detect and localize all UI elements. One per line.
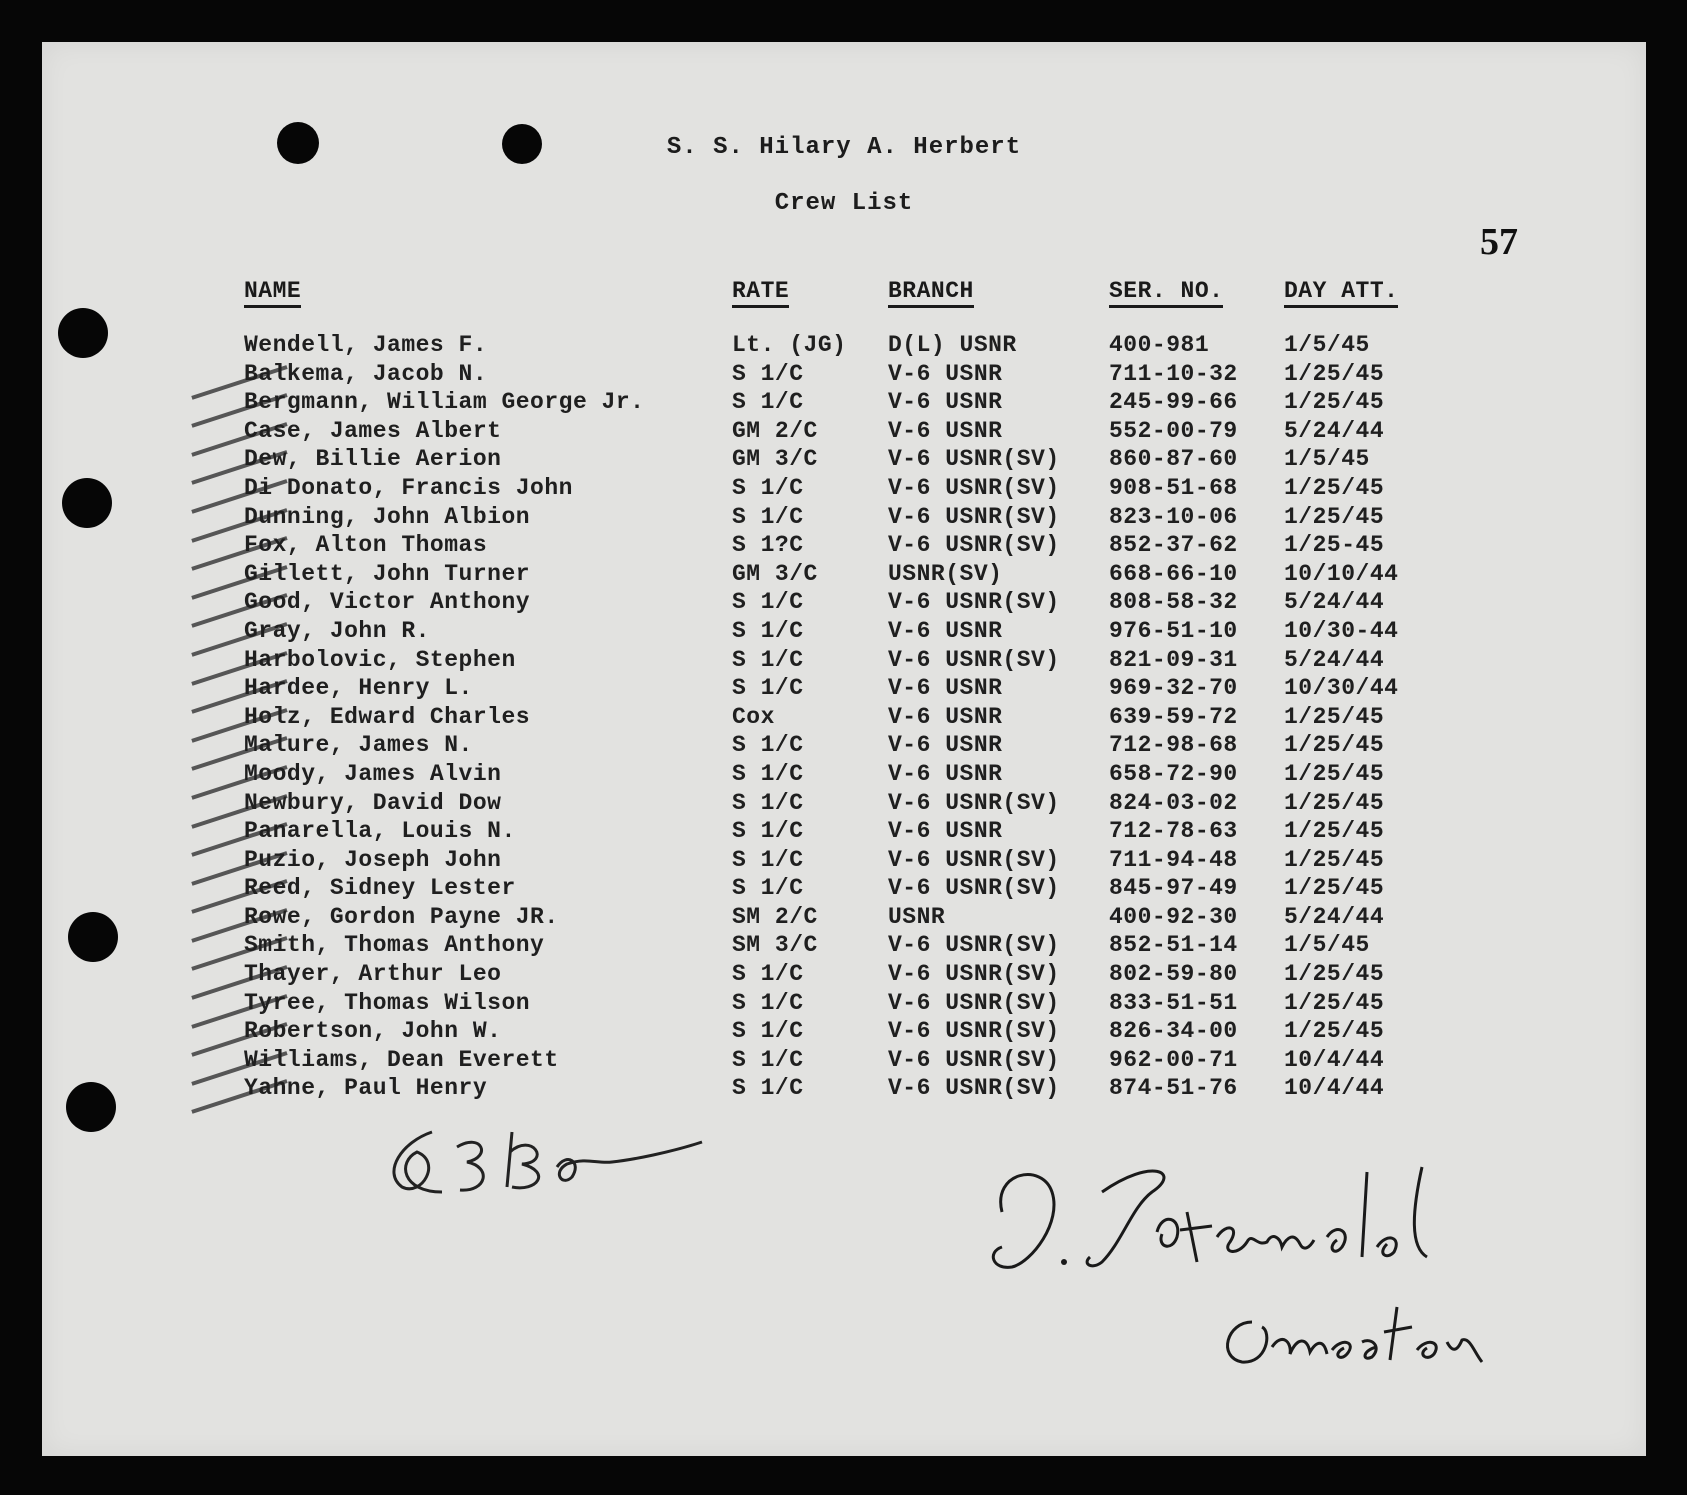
crew-day-att: 1/25/45 — [1284, 846, 1385, 873]
crew-name: Rowe, Gordon Payne JR. — [244, 903, 559, 930]
crew-name: Malure, James N. — [244, 732, 473, 759]
crew-branch: V-6 USNR — [888, 617, 1003, 644]
table-row — [42, 504, 1646, 533]
crew-rate: S 1/C — [732, 1075, 804, 1102]
crew-rate: S 1/C — [732, 818, 804, 845]
column-header-day-att: DAY ATT. — [1284, 278, 1398, 308]
crew-branch: V-6 USNR(SV) — [888, 1046, 1060, 1073]
crew-day-att: 1/25-45 — [1284, 532, 1385, 559]
crew-day-att: 1/25/45 — [1284, 818, 1385, 845]
crew-ser-no: 823-10-06 — [1109, 503, 1238, 530]
crew-branch: V-6 USNR — [888, 703, 1003, 730]
column-header-rate: RATE — [732, 278, 789, 308]
crew-rate: SM 3/C — [732, 932, 818, 959]
crew-branch: V-6 USNR(SV) — [888, 646, 1060, 673]
crew-day-att: 1/25/45 — [1284, 1018, 1385, 1045]
table-row — [42, 418, 1646, 447]
crew-ser-no: 976-51-10 — [1109, 617, 1238, 644]
table-row — [42, 389, 1646, 418]
crew-day-att: 1/5/45 — [1284, 446, 1370, 473]
crew-day-att: 1/25/45 — [1284, 961, 1385, 988]
crew-day-att: 10/4/44 — [1284, 1075, 1385, 1102]
crew-rate: S 1/C — [732, 760, 804, 787]
crew-rate: S 1/C — [732, 846, 804, 873]
table-row — [42, 647, 1646, 676]
crew-rate: S 1/C — [732, 389, 804, 416]
crew-ser-no: 711-10-32 — [1109, 360, 1238, 387]
crew-ser-no: 245-99-66 — [1109, 389, 1238, 416]
crew-name: Puzio, Joseph John — [244, 846, 502, 873]
table-row — [42, 332, 1646, 361]
crew-ser-no: 852-37-62 — [1109, 532, 1238, 559]
crew-name: Newbury, David Dow — [244, 789, 502, 816]
table-row — [42, 875, 1646, 904]
table-row — [42, 761, 1646, 790]
crew-name: Di Donato, Francis John — [244, 474, 573, 501]
crew-day-att: 10/4/44 — [1284, 1046, 1385, 1073]
crew-rate: S 1?C — [732, 532, 804, 559]
crew-branch: V-6 USNR(SV) — [888, 961, 1060, 988]
column-header-branch: BRANCH — [888, 278, 974, 308]
crew-ser-no: 852-51-14 — [1109, 932, 1238, 959]
crew-branch: V-6 USNR — [888, 675, 1003, 702]
crew-branch: V-6 USNR — [888, 389, 1003, 416]
table-row — [42, 1075, 1646, 1104]
crew-ser-no: 802-59-80 — [1109, 961, 1238, 988]
document-page — [42, 42, 1646, 1456]
crew-name: Reed, Sidney Lester — [244, 875, 516, 902]
crew-table — [42, 332, 1646, 1104]
crew-name: Case, James Albert — [244, 417, 502, 444]
table-row — [42, 1018, 1646, 1047]
crew-ser-no: 400-981 — [1109, 332, 1210, 358]
crew-rate: S 1/C — [732, 789, 804, 816]
crew-rate: S 1/C — [732, 732, 804, 759]
crew-ser-no: 552-00-79 — [1109, 417, 1238, 444]
crew-rate: S 1/C — [732, 503, 804, 530]
table-row — [42, 561, 1646, 590]
column-header-name: NAME — [244, 278, 301, 308]
crew-day-att: 5/24/44 — [1284, 417, 1385, 444]
crew-day-att: 1/25/45 — [1284, 703, 1385, 730]
table-row — [42, 790, 1646, 819]
crew-branch: V-6 USNR(SV) — [888, 846, 1060, 873]
crew-rate: GM 3/C — [732, 560, 818, 587]
crew-ser-no: 400-92-30 — [1109, 903, 1238, 930]
table-row — [42, 704, 1646, 733]
table-row — [42, 847, 1646, 876]
crew-rate: S 1/C — [732, 617, 804, 644]
crew-rate: SM 2/C — [732, 903, 818, 930]
crew-day-att: 1/25/45 — [1284, 989, 1385, 1016]
crew-branch: V-6 USNR(SV) — [888, 1018, 1060, 1045]
crew-branch: V-6 USNR(SV) — [888, 989, 1060, 1016]
crew-name: Moody, James Alvin — [244, 760, 502, 787]
initials-signature — [372, 1092, 752, 1222]
crew-branch: V-6 USNR — [888, 760, 1003, 787]
crew-branch: V-6 USNR(SV) — [888, 932, 1060, 959]
crew-ser-no: 808-58-32 — [1109, 589, 1238, 616]
crew-rate: S 1/C — [732, 646, 804, 673]
crew-rate: S 1/C — [732, 1018, 804, 1045]
crew-name: Wendell, James F. — [244, 332, 488, 358]
crew-rate: S 1/C — [732, 961, 804, 988]
crew-ser-no: 712-78-63 — [1109, 818, 1238, 845]
crew-name: Thayer, Arthur Leo — [244, 961, 502, 988]
crew-day-att: 5/24/44 — [1284, 646, 1385, 673]
crew-name: Williams, Dean Everett — [244, 1046, 559, 1073]
crew-name: Gray, John R. — [244, 617, 430, 644]
crew-ser-no: 658-72-90 — [1109, 760, 1238, 787]
table-row — [42, 361, 1646, 390]
table-row — [42, 446, 1646, 475]
crew-branch: USNR — [888, 903, 946, 930]
crew-rate: S 1/C — [732, 474, 804, 501]
crew-day-att: 1/25/45 — [1284, 760, 1385, 787]
crew-day-att: 10/30/44 — [1284, 675, 1399, 702]
crew-rate: GM 2/C — [732, 417, 818, 444]
crew-branch: V-6 USNR(SV) — [888, 1075, 1060, 1102]
table-row — [42, 475, 1646, 504]
crew-ser-no: 668-66-10 — [1109, 560, 1238, 587]
crew-day-att: 1/25/45 — [1284, 360, 1385, 387]
crew-ser-no: 845-97-49 — [1109, 875, 1238, 902]
column-header-ser-no: SER. NO. — [1109, 278, 1223, 308]
crew-ser-no: 712-98-68 — [1109, 732, 1238, 759]
crew-ser-no: 833-51-51 — [1109, 989, 1238, 1016]
crew-day-att: 5/24/44 — [1284, 589, 1385, 616]
crew-branch: V-6 USNR(SV) — [888, 474, 1060, 501]
table-row — [42, 618, 1646, 647]
master-title-handwritten — [1212, 1292, 1492, 1392]
crew-rate: Cox — [732, 703, 775, 730]
crew-branch: V-6 USNR — [888, 360, 1003, 387]
master-signature — [982, 1152, 1502, 1292]
crew-ser-no: 962-00-71 — [1109, 1046, 1238, 1073]
page-number: 57 — [1480, 221, 1518, 263]
crew-name: Balkema, Jacob N. — [244, 360, 488, 387]
crew-branch: V-6 USNR — [888, 417, 1003, 444]
crew-ser-no: 826-34-00 — [1109, 1018, 1238, 1045]
table-row — [42, 990, 1646, 1019]
crew-rate: S 1/C — [732, 1046, 804, 1073]
crew-rate: S 1/C — [732, 360, 804, 387]
crew-ser-no: 821-09-31 — [1109, 646, 1238, 673]
crew-day-att: 10/30-44 — [1284, 617, 1399, 644]
table-row — [42, 732, 1646, 761]
crew-ser-no: 824-03-02 — [1109, 789, 1238, 816]
table-row — [42, 932, 1646, 961]
crew-day-att: 1/25/45 — [1284, 474, 1385, 501]
crew-branch: D(L) USNR — [888, 332, 1017, 358]
crew-rate: S 1/C — [732, 989, 804, 1016]
crew-branch: USNR(SV) — [888, 560, 1003, 587]
crew-name: Tyree, Thomas Wilson — [244, 989, 531, 1016]
crew-rate: GM 3/C — [732, 446, 818, 473]
crew-ser-no: 639-59-72 — [1109, 703, 1238, 730]
crew-name: Fox, Alton Thomas — [244, 532, 488, 559]
crew-day-att: 1/25/45 — [1284, 503, 1385, 530]
crew-name: Bergmann, William George Jr. — [244, 389, 645, 416]
crew-day-att: 1/25/45 — [1284, 875, 1385, 902]
crew-rate: S 1/C — [732, 875, 804, 902]
crew-name: Dew, Billie Aerion — [244, 446, 502, 473]
crew-day-att: 1/5/45 — [1284, 332, 1370, 358]
crew-day-att: 10/10/44 — [1284, 560, 1399, 587]
crew-branch: V-6 USNR(SV) — [888, 503, 1060, 530]
crew-day-att: 1/25/45 — [1284, 732, 1385, 759]
crew-day-att: 1/25/45 — [1284, 389, 1385, 416]
crew-day-att: 1/25/45 — [1284, 789, 1385, 816]
table-row — [42, 961, 1646, 990]
table-row — [42, 532, 1646, 561]
crew-name: Holz, Edward Charles — [244, 703, 531, 730]
crew-name: Panarella, Louis N. — [244, 818, 516, 845]
crew-name: Harbolovic, Stephen — [244, 646, 516, 673]
crew-day-att: 1/5/45 — [1284, 932, 1370, 959]
crew-branch: V-6 USNR(SV) — [888, 446, 1060, 473]
table-row — [42, 589, 1646, 618]
crew-branch: V-6 USNR(SV) — [888, 875, 1060, 902]
crew-ser-no: 969-32-70 — [1109, 675, 1238, 702]
crew-ser-no: 908-51-68 — [1109, 474, 1238, 501]
crew-rate: Lt. (JG) — [732, 332, 847, 358]
crew-name: Gillett, John Turner — [244, 560, 531, 587]
crew-branch: V-6 USNR — [888, 732, 1003, 759]
crew-name: Hardee, Henry L. — [244, 675, 473, 702]
crew-rate: S 1/C — [732, 589, 804, 616]
ship-title: S. S. Hilary A. Herbert — [666, 134, 1022, 161]
crew-name: Smith, Thomas Anthony — [244, 932, 545, 959]
page-subtitle: Crew List — [774, 190, 914, 217]
crew-branch: V-6 USNR(SV) — [888, 789, 1060, 816]
crew-name: Good, Victor Anthony — [244, 589, 531, 616]
table-row — [42, 904, 1646, 933]
crew-ser-no: 860-87-60 — [1109, 446, 1238, 473]
table-row — [42, 818, 1646, 847]
table-row — [42, 1047, 1646, 1076]
crew-name: Dunning, John Albion — [244, 503, 531, 530]
table-row — [42, 675, 1646, 704]
crew-ser-no: 874-51-76 — [1109, 1075, 1238, 1102]
crew-rate: S 1/C — [732, 675, 804, 702]
crew-day-att: 5/24/44 — [1284, 903, 1385, 930]
crew-ser-no: 711-94-48 — [1109, 846, 1238, 873]
crew-name: Yahne, Paul Henry — [244, 1075, 488, 1102]
crew-name: Robertson, John W. — [244, 1018, 502, 1045]
crew-branch: V-6 USNR — [888, 818, 1003, 845]
crew-branch: V-6 USNR(SV) — [888, 589, 1060, 616]
crew-branch: V-6 USNR(SV) — [888, 532, 1060, 559]
